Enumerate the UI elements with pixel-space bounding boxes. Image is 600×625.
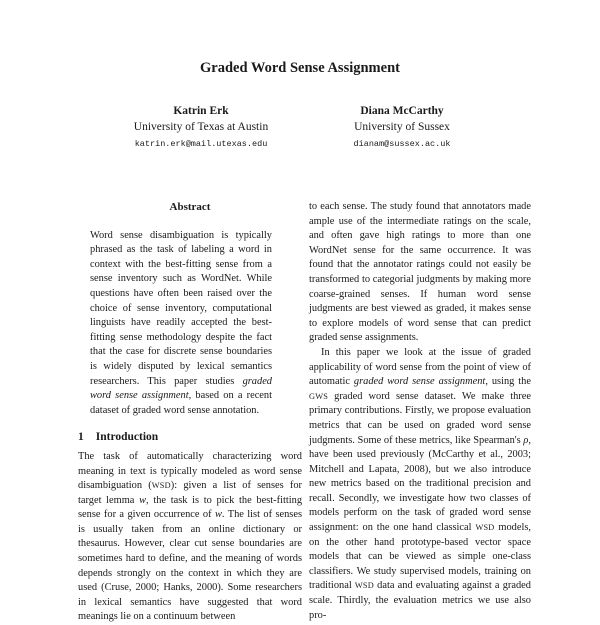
- section-title: Introduction: [95, 431, 159, 444]
- author-affiliation: University of Sussex: [354, 120, 450, 133]
- author-affiliation: University of Texas at Austin: [133, 120, 269, 133]
- text-run: , using the: [485, 376, 531, 388]
- author-block-1: [91, 104, 311, 153]
- acronym: WSD: [354, 581, 374, 591]
- acronym: WSD: [151, 481, 171, 491]
- right-column: [309, 200, 531, 623]
- text-run: , have been used previously (McCarthy et al., 2003; Mitchell and Lapata, 2008), but we also introduce new metrics based on the traditional precision and recall. Secondly, we investigate how two classes of models perform on the task of graded word sense assignment: on the one hand classical: [309, 434, 531, 534]
- text-run: data and evaluating against a graded scale. Thirdly, the evaluation metrics we use also pro-: [309, 580, 531, 621]
- abstract-text: [90, 229, 272, 419]
- contributions-paragraph: [309, 346, 531, 623]
- text-run: In this paper we look at the issue of graded applicability of word sense from the point of view of automatic: [309, 346, 531, 388]
- author-name: Katrin Erk: [173, 105, 229, 117]
- text-run: , the task is to pick the best-fitting sense for a given occurrence of: [78, 494, 303, 521]
- acronym: WSD: [475, 523, 495, 533]
- paper-title: Graded Word Sense Assignment: [200, 60, 400, 76]
- text-run: The task of automatically characterizing word meaning in text is typically modeled as word sense disambiguation (: [78, 450, 302, 492]
- text-run: models, on the other hand prototype-based vector space models that can be viewed as simple one-class classifiers. We study supervised models, training on traditional: [309, 522, 531, 592]
- author-name: Diana McCarthy: [360, 105, 444, 117]
- section-heading-introduction: [78, 430, 302, 445]
- abstract-emphasis: graded word sense assignment: [90, 375, 272, 402]
- math-variable: w: [139, 494, 147, 506]
- abstract-text-part: , based on a recent dataset of graded word sense annotation.: [90, 390, 272, 416]
- author-email: katrin.erk@mail.utexas.edu: [134, 139, 268, 149]
- intro-paragraph: [78, 450, 302, 625]
- text-run: . The list of senses is usually taken from an online dictionary or thesaurus. However, clear cut sense boundaries are sometimes hard to define, and the meaning of words depends strongly on the context in which they are used (Cruse, 2000; Hanks, 2000). Some researchers in lexical semantics have suggested that word meanings lie on a continuum between: [78, 509, 302, 623]
- acronym: GWS: [309, 391, 329, 401]
- text-run: ): given a list of senses for target lemma: [78, 480, 302, 506]
- author-email: dianam@sussex.ac.uk: [353, 139, 451, 149]
- left-column: [78, 200, 302, 625]
- math-variable: w: [214, 509, 222, 521]
- author-block-2: [292, 104, 512, 153]
- text-run: graded word sense dataset. We make three primary contributions. Firstly, we propose evaluation metrics that can be used on graded word sense judgments. Some of these metrics, like Spearman's: [309, 390, 531, 446]
- section-number: 1: [78, 431, 84, 444]
- abstract-text-part: Word sense disambiguation is typically phrased as the task of labeling a word in context with the best-fitting sense from a sense inventory such as WordNet. While questions have often been raised over the choice of sense inventory, computational linguists have readily accepted the best-fitting sense methodology despite the fact that the case for discrete sense boundaries is widely disputed by lexical semantics researchers. This paper studies: [90, 229, 272, 387]
- abstract-heading: Abstract: [169, 201, 211, 213]
- math-variable: ρ: [523, 434, 529, 446]
- emphasis: graded word sense assignment: [353, 376, 486, 388]
- continued-paragraph: to each sense. The study found that annotators made ample use of the intermediate ratings on the scale, and often gave high ratings to more than one WordNet sense for the same occurrence. It was found that the annotator ratings could not easily be transformed to categorial judgments by making more coarse-grained senses. If human word sense judgments are best viewed as graded, it makes sense to explore models of word sense that can predict graded sense assignments.: [309, 201, 531, 344]
